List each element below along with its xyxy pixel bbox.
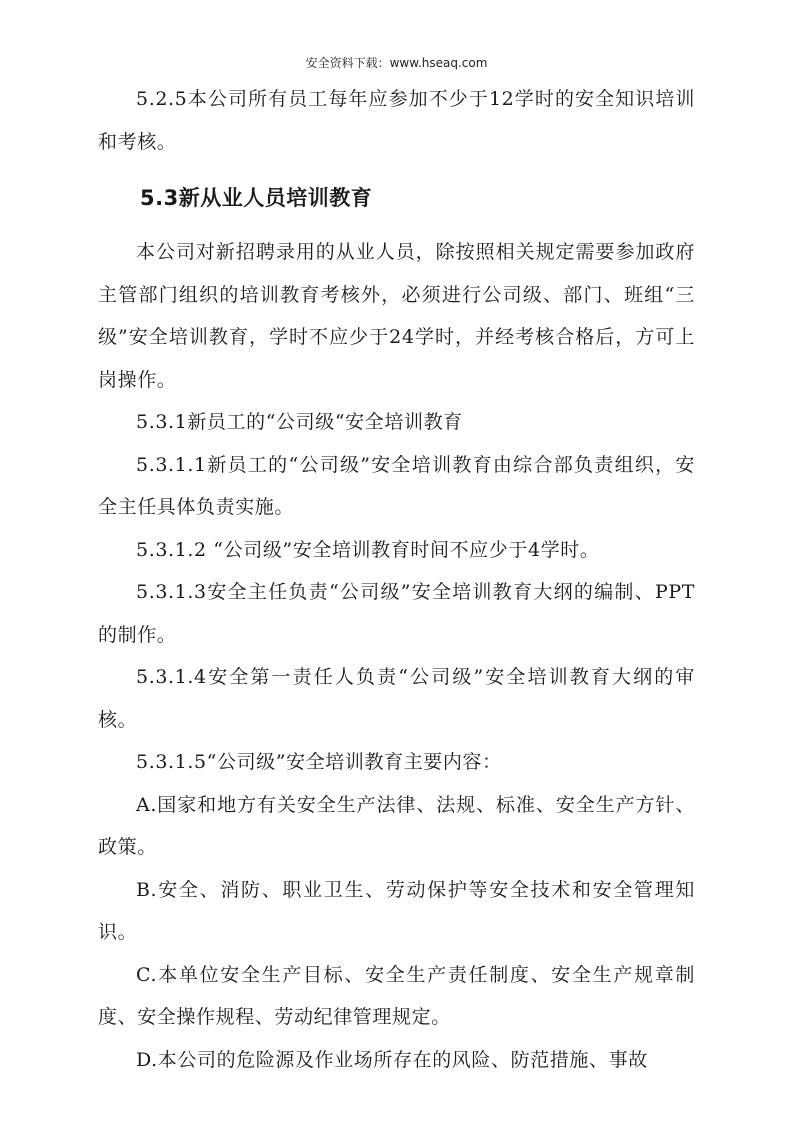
header-text: 安全资料下载：www.hseaq.com xyxy=(305,56,488,70)
paragraph-5-3-1-3: 5.3.1.3安全主任负责“公司级”安全培训教育大纲的编制、PPT的制作。 xyxy=(98,581,695,646)
paragraph-5-3-1-1: 5.3.1.1新员工的“公司级”安全培训教育由综合部负责组织，安全主任具体负责实施。 xyxy=(98,453,695,518)
list-item-a: A.国家和地方有关安全生产法律、法规、标准、安全生产方针、政策。 xyxy=(98,793,695,858)
paragraph-5-3-1-5: 5.3.1.5“公司级”安全培训教育主要内容： xyxy=(136,751,502,773)
list-item-d: D.本公司的危险源及作业场所存在的风险、防范措施、事故 xyxy=(136,1048,648,1071)
section-heading-5-3: 5.3新从业人员培训教育 xyxy=(140,186,373,210)
paragraph-5-3-1-4: 5.3.1.4安全第一责任人负责“公司级”安全培训教育大纲的审核。 xyxy=(98,666,695,731)
document-body xyxy=(98,78,695,1081)
paragraph-5-3-1: 5.3.1新员工的“公司级“安全培训教育 xyxy=(136,411,463,433)
list-item-c: C.本单位安全生产目标、安全生产责任制度、安全生产规章制度、安全操作规程、劳动纪律管理规定。 xyxy=(98,963,695,1028)
paragraph-intro: 本公司对新招聘录用的从业人员，除按照相关规定需要参加政府主管部门组织的培训教育考核外，必须进行公司级、部门、班组“三级”安全培训教育，学时不应少于24学时，并经考核合格后，方可上岗操作。 xyxy=(98,241,695,391)
page-header xyxy=(0,55,793,71)
paragraph-5-3-1-2: 5.3.1.2 “公司级”安全培训教育时间不应少于4学时。 xyxy=(136,538,600,561)
paragraph-5-2-5: 5.2.5本公司所有员工每年应参加不少于12学时的安全知识培训和考核。 xyxy=(98,88,695,153)
list-item-b: B.安全、消防、职业卫生、劳动保护等安全技术和安全管理知识。 xyxy=(98,878,695,943)
